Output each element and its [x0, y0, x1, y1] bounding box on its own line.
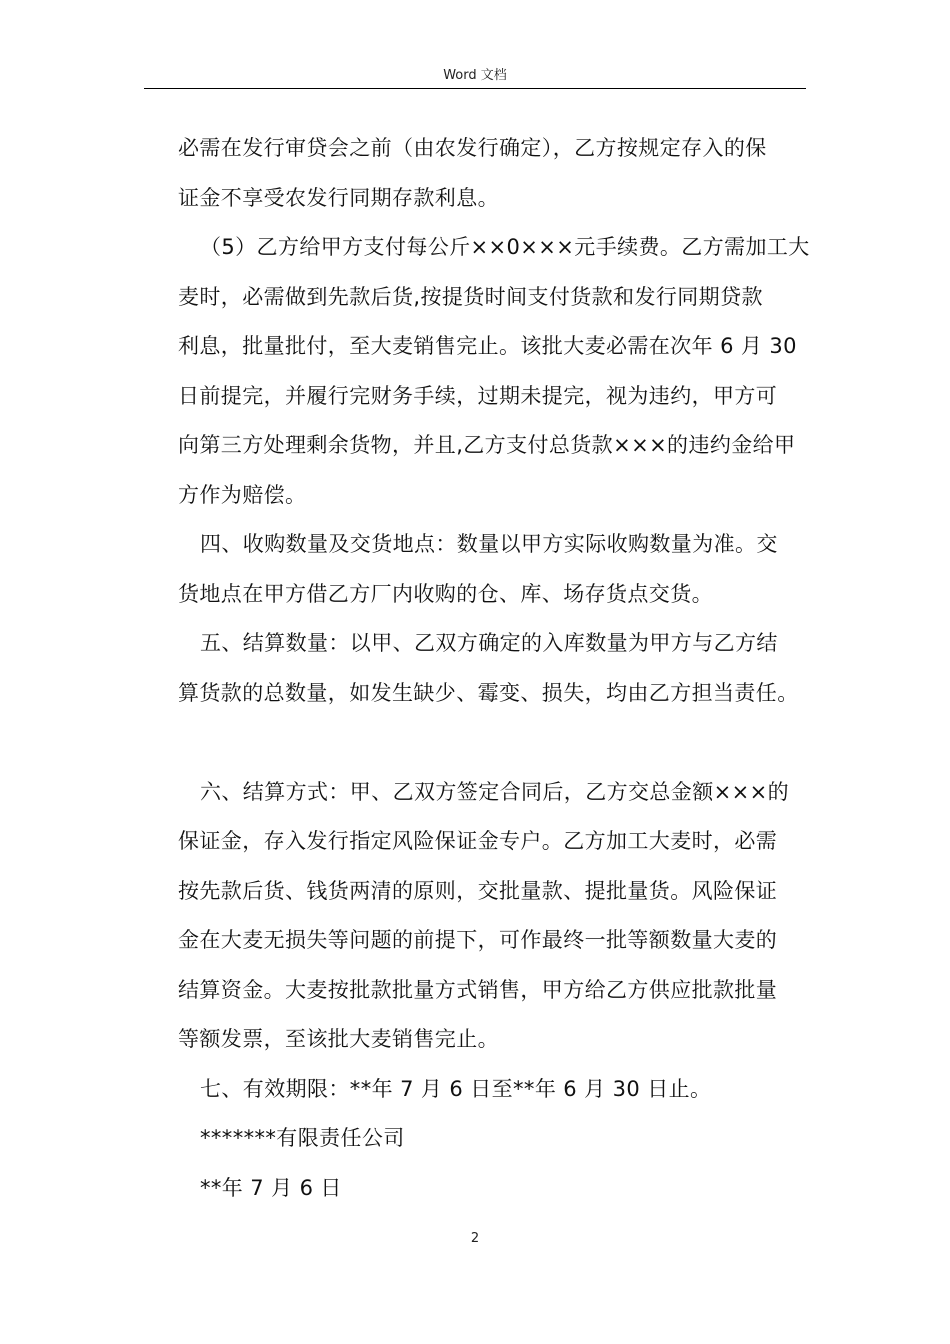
- document-body: [178, 124, 828, 1213]
- text-line: 保证金，存入发行指定风险保证金专户。乙方加工大麦时，必需: [178, 829, 778, 853]
- paragraph: [178, 520, 828, 619]
- text-line: 必需在发行审贷会之前（由农发行确定），乙方按规定存入的保: [178, 136, 767, 160]
- paragraph-spacer: [178, 718, 828, 768]
- paragraph: [178, 223, 828, 520]
- page-header: Word 文档: [443, 68, 507, 83]
- text-line: 日前提完，并履行完财务手续，过期未提完，视为违约，甲方可: [178, 383, 778, 408]
- text-line: 证金不享受农发行同期存款利息。: [178, 185, 499, 210]
- paragraph: [178, 1164, 828, 1214]
- text-line: 金在大麦无损失等问题的前提下，可作最终一批等额数量大麦的: [178, 928, 778, 952]
- text-line: （5）乙方给甲方支付每公斤××0×××元手续费。乙方需加工大: [200, 235, 810, 259]
- text-line: 结算资金。大麦按批款批量方式销售，甲方给乙方供应批款批量: [178, 977, 778, 1002]
- text-line: 按先款后货、钱货两清的原则，交批量款、提批量货。风险保证: [178, 878, 778, 903]
- text-line: 七、有效期限：**年 7 月 6 日至**年 6 月 30 日止。: [200, 1076, 712, 1101]
- text-line: 麦时，必需做到先款后货,按提货时间支付货款和发行同期贷款: [178, 284, 763, 309]
- text-line: 等额发票，至该批大麦销售完止。: [178, 1027, 499, 1051]
- text-line: 六、结算方式：甲、乙双方签定合同后，乙方交总金额×××的: [200, 779, 789, 804]
- text-line: 方作为赔偿。: [178, 482, 307, 507]
- text-line: 货地点在甲方借乙方厂内收购的仓、库、场存货点交货。: [178, 581, 713, 606]
- page-number: 2: [470, 1231, 480, 1246]
- text-line: 四、收购数量及交货地点：数量以甲方实际收购数量为准。交: [200, 532, 778, 556]
- header-divider: [144, 88, 806, 89]
- text-line: *******有限责任公司: [200, 1126, 405, 1150]
- text-line: 向第三方处理剩余货物，并且,乙方支付总货款×××的违约金给甲: [178, 433, 796, 457]
- paragraph: [178, 1065, 828, 1115]
- text-line: **年 7 月 6 日: [200, 1175, 342, 1200]
- paragraph: [178, 768, 828, 1065]
- paragraph: [178, 1114, 828, 1164]
- paragraph: [178, 619, 828, 718]
- paragraph: [178, 124, 828, 223]
- text-line: 利息，批量批付，至大麦销售完止。该批大麦必需在次年 6 月 30: [178, 334, 797, 358]
- text-line: 算货款的总数量，如发生缺少、霉变、损失，均由乙方担当责任。: [178, 680, 799, 705]
- text-line: 五、结算数量：以甲、乙双方确定的入库数量为甲方与乙方结: [200, 631, 778, 655]
